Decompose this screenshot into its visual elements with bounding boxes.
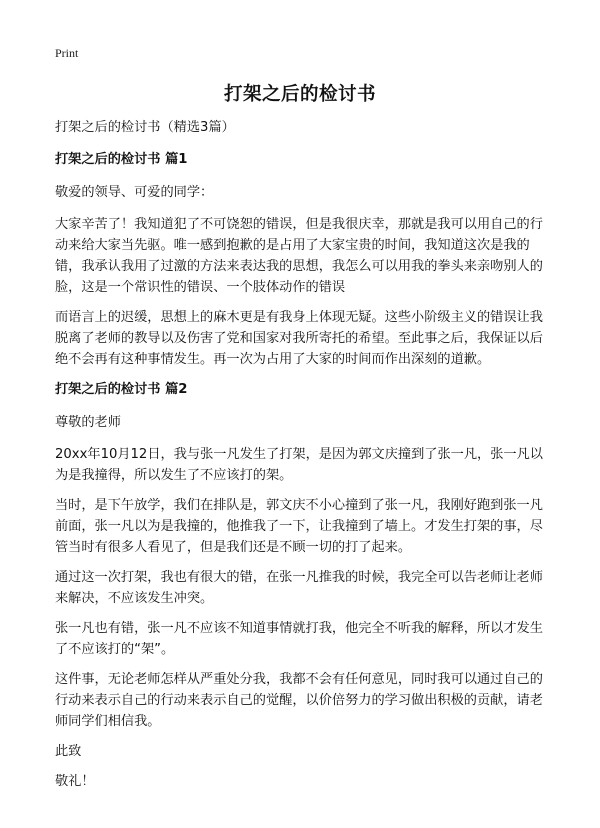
article-2-paragraph: 20xx年10月12日，我与张一凡发生了打架，是因为郭文庆撞到了张一凡，张一凡以为是我撞得，所以发生了不应该打的架。 [55,447,543,483]
article-2-paragraph: 通过这一次打架，我也有很大的错，在张一凡推我的时候，我完全可以告老师让老师来解决，不应该发生冲突。 [55,570,543,606]
article-1-paragraph: 大家辛苦了！我知道犯了不可饶恕的错误，但是我很庆幸，那就是我可以用自己的行动来给大家当先驱。唯一感到抱歉的是占用了大家宝贵的时间，我知道这次是我的错，我承认我用了过激的方法来表达我的思想，我怎么可以用我的拳头来亲吻别人的脸，这是一个常识性的错误、一个肢体动作的错误 [55,217,543,295]
article-2-greeting: 尊敬的老师 [55,415,121,430]
article-2-paragraph: 当时，是下午放学，我们在排队是，郭文庆不小心撞到了张一凡，我刚好跑到张一凡前面，张一凡以为是我撞的，他推我了一下，让我撞到了墙上。才发生打架的事，尽管当时有很多人看见了，但是我们还是不顾一切的打了起来。 [55,498,543,555]
salutation-text: 敬礼！ [55,774,95,789]
article-1-greeting: 敬爱的领导、可爱的同学： [55,185,214,200]
article-2-paragraph: 这件事，无论老师怎样从严重处分我，我都不会有任何意见，同时我可以通过自己的行动来表示自己的行动来表示自己的觉醒，以价倍努力的学习做出积极的贡献，请老师同学们相信我。 [55,672,543,729]
print-label: Print [55,46,79,60]
document-body [55,117,550,801]
article-2-paragraph: 张一凡也有错，张一凡不应该不知道事情就打我，他完全不听我的解释，所以才发生了不应该打的“架”。 [55,621,543,657]
article-1-heading: 打架之后的检讨书 篇1 [55,152,188,167]
page-title: 打架之后的检讨书 [223,84,376,105]
closing-text: 此致 [55,744,82,759]
document-subtitle: 打架之后的检讨书（精选3篇） [55,120,235,135]
article-2-heading: 打架之后的检讨书 篇2 [55,382,188,397]
article-1-paragraph: 而语言上的迟缓，思想上的麻木更是有我身上体现无疑。这些小阶级主义的错误让我脱离了老师的教导以及伤害了党和国家对我所寄托的希望。至此事之后，我保证以后绝不会再有这种事情发生。再一次为占用了大家的时间而作出深刻的道歉。 [55,310,543,367]
